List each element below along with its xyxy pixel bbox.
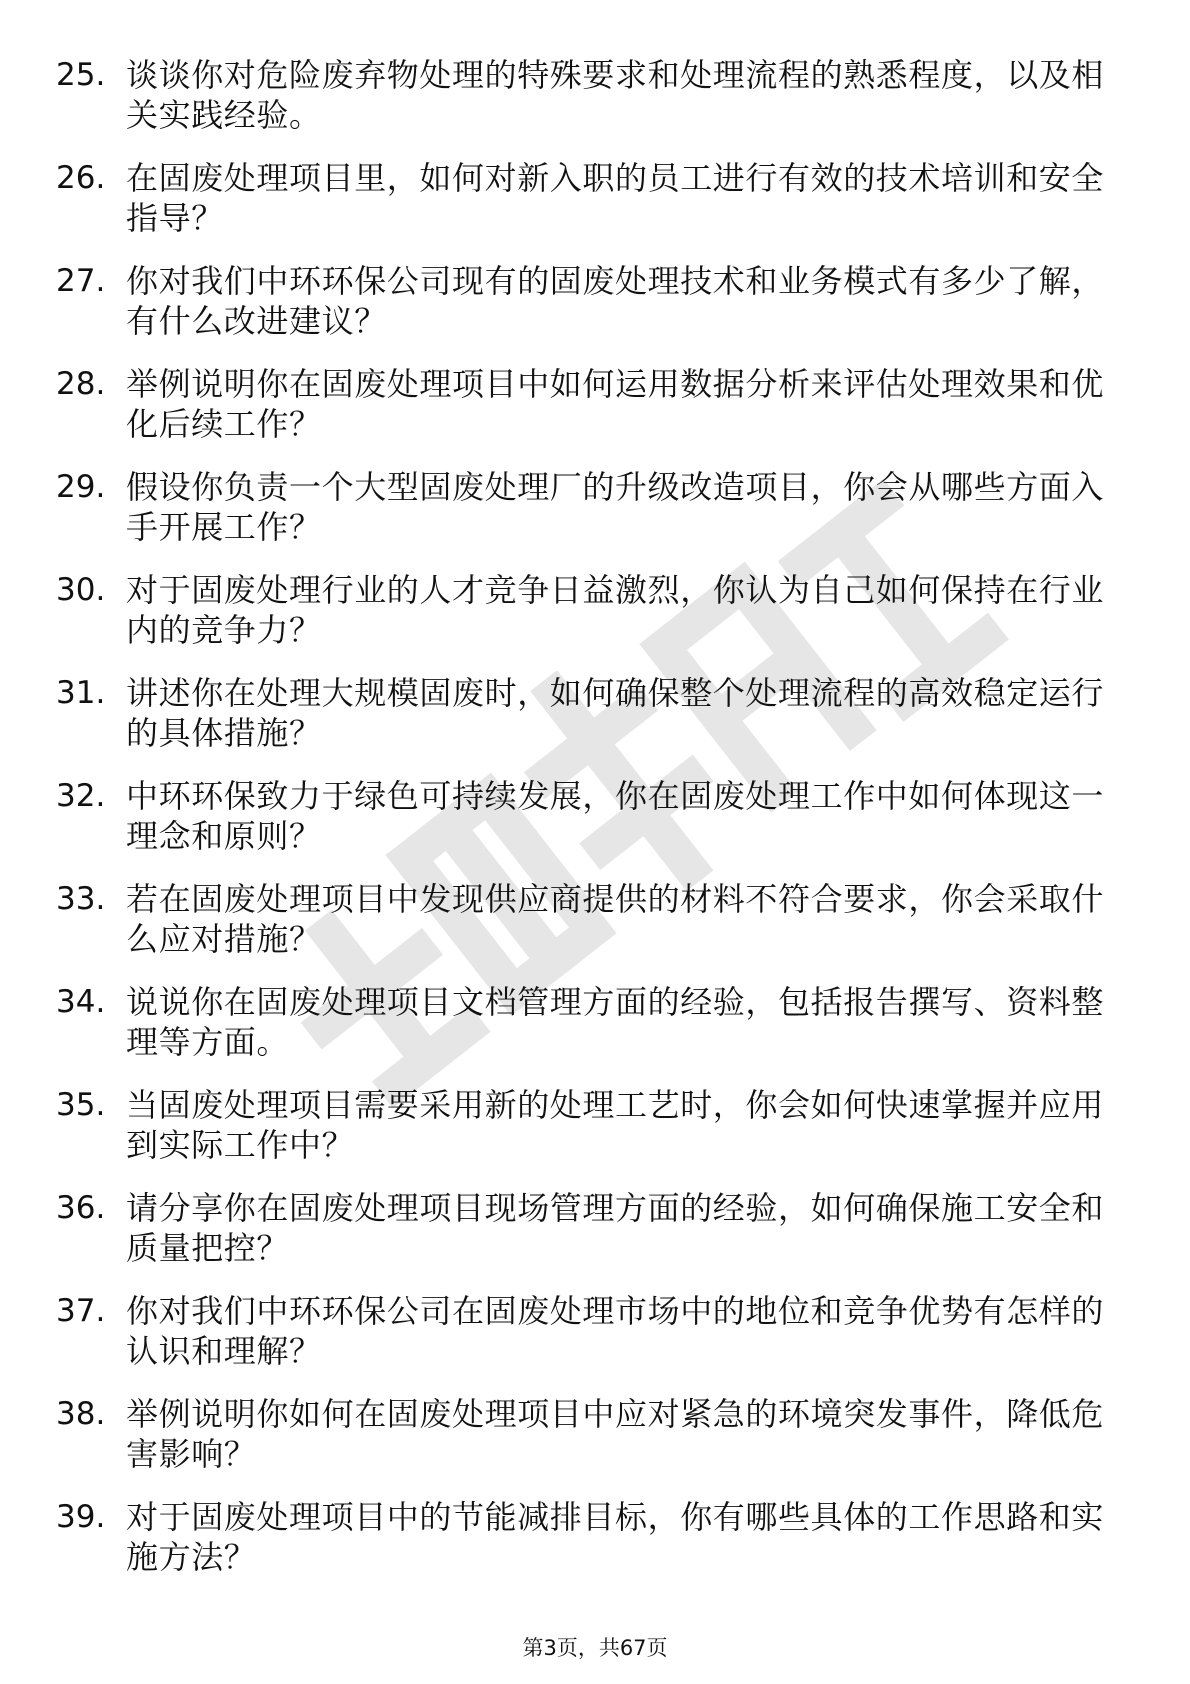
question-text: 举例说明你在固废处理项目中如何运用数据分析来评估处理效果和优化后续工作？ [126, 365, 1105, 443]
question-text: 当固废处理项目需要采用新的处理工艺时，你会如何快速掌握并应用到实际工作中？ [126, 1086, 1105, 1164]
question-item [56, 776, 1136, 879]
question-number: 25. [56, 57, 106, 93]
question-number: 38. [56, 1396, 106, 1432]
question-number: 28. [56, 366, 106, 402]
question-item [56, 1188, 1136, 1291]
question-number: 29. [56, 469, 106, 505]
question-text: 说说你在固废处理项目文档管理方面的经验，包括报告撰写、资料整理等方面。 [126, 983, 1105, 1061]
question-item [56, 1394, 1136, 1497]
question-number: 34. [56, 984, 106, 1020]
question-number: 30. [56, 572, 106, 608]
question-item [56, 673, 1136, 776]
question-list [56, 55, 1136, 1600]
question-text: 假设你负责一个大型固废处理厂的升级改造项目，你会从哪些方面入手开展工作？ [126, 468, 1105, 546]
question-number: 27. [56, 263, 106, 299]
question-number: 31. [56, 675, 106, 711]
question-item [56, 879, 1136, 982]
question-item [56, 364, 1136, 467]
question-item [56, 1085, 1136, 1188]
page-footer [0, 1634, 1190, 1662]
question-text: 对于固废处理行业的人才竞争日益激烈，你认为自己如何保持在行业内的竞争力？ [126, 571, 1105, 649]
question-text: 在固废处理项目里，如何对新入职的员工进行有效的技术培训和安全指导？ [126, 159, 1105, 237]
question-text: 请分享你在固废处理项目现场管理方面的经验，如何确保施工安全和质量把控？ [126, 1189, 1105, 1267]
question-item [56, 55, 1136, 158]
question-number: 36. [56, 1190, 106, 1226]
question-number: 37. [56, 1293, 106, 1329]
question-text: 谈谈你对危险废弃物处理的特殊要求和处理流程的熟悉程度，以及相关实践经验。 [126, 56, 1105, 134]
question-text: 讲述你在处理大规模固废时，如何确保整个处理流程的高效稳定运行的具体措施？ [126, 674, 1105, 752]
question-item [56, 1497, 1136, 1600]
question-number: 35. [56, 1087, 106, 1123]
question-item [56, 1291, 1136, 1394]
question-number: 39. [56, 1499, 106, 1535]
question-number: 26. [56, 160, 106, 196]
question-item [56, 261, 1136, 364]
question-text: 举例说明你如何在固废处理项目中应对紧急的环境突发事件，降低危害影响？ [126, 1395, 1105, 1473]
question-text: 对于固废处理项目中的节能减排目标，你有哪些具体的工作思路和实施方法？ [126, 1498, 1105, 1576]
question-number: 32. [56, 778, 106, 814]
question-item [56, 982, 1136, 1085]
question-item [56, 570, 1136, 673]
question-text: 你对我们中环环保公司在固废处理市场中的地位和竞争优势有怎样的认识和理解？ [126, 1292, 1105, 1370]
question-item [56, 467, 1136, 570]
question-number: 33. [56, 881, 106, 917]
page-number-label: 第3页，共67页 [522, 1636, 668, 1660]
question-text: 你对我们中环环保公司现有的固废处理技术和业务模式有多少了解，有什么改进建议？ [126, 262, 1105, 340]
question-item [56, 158, 1136, 261]
question-text: 中环环保致力于绿色可持续发展，你在固废处理工作中如何体现这一理念和原则？ [126, 777, 1105, 855]
question-text: 若在固废处理项目中发现供应商提供的材料不符合要求，你会采取什么应对措施？ [126, 880, 1105, 958]
